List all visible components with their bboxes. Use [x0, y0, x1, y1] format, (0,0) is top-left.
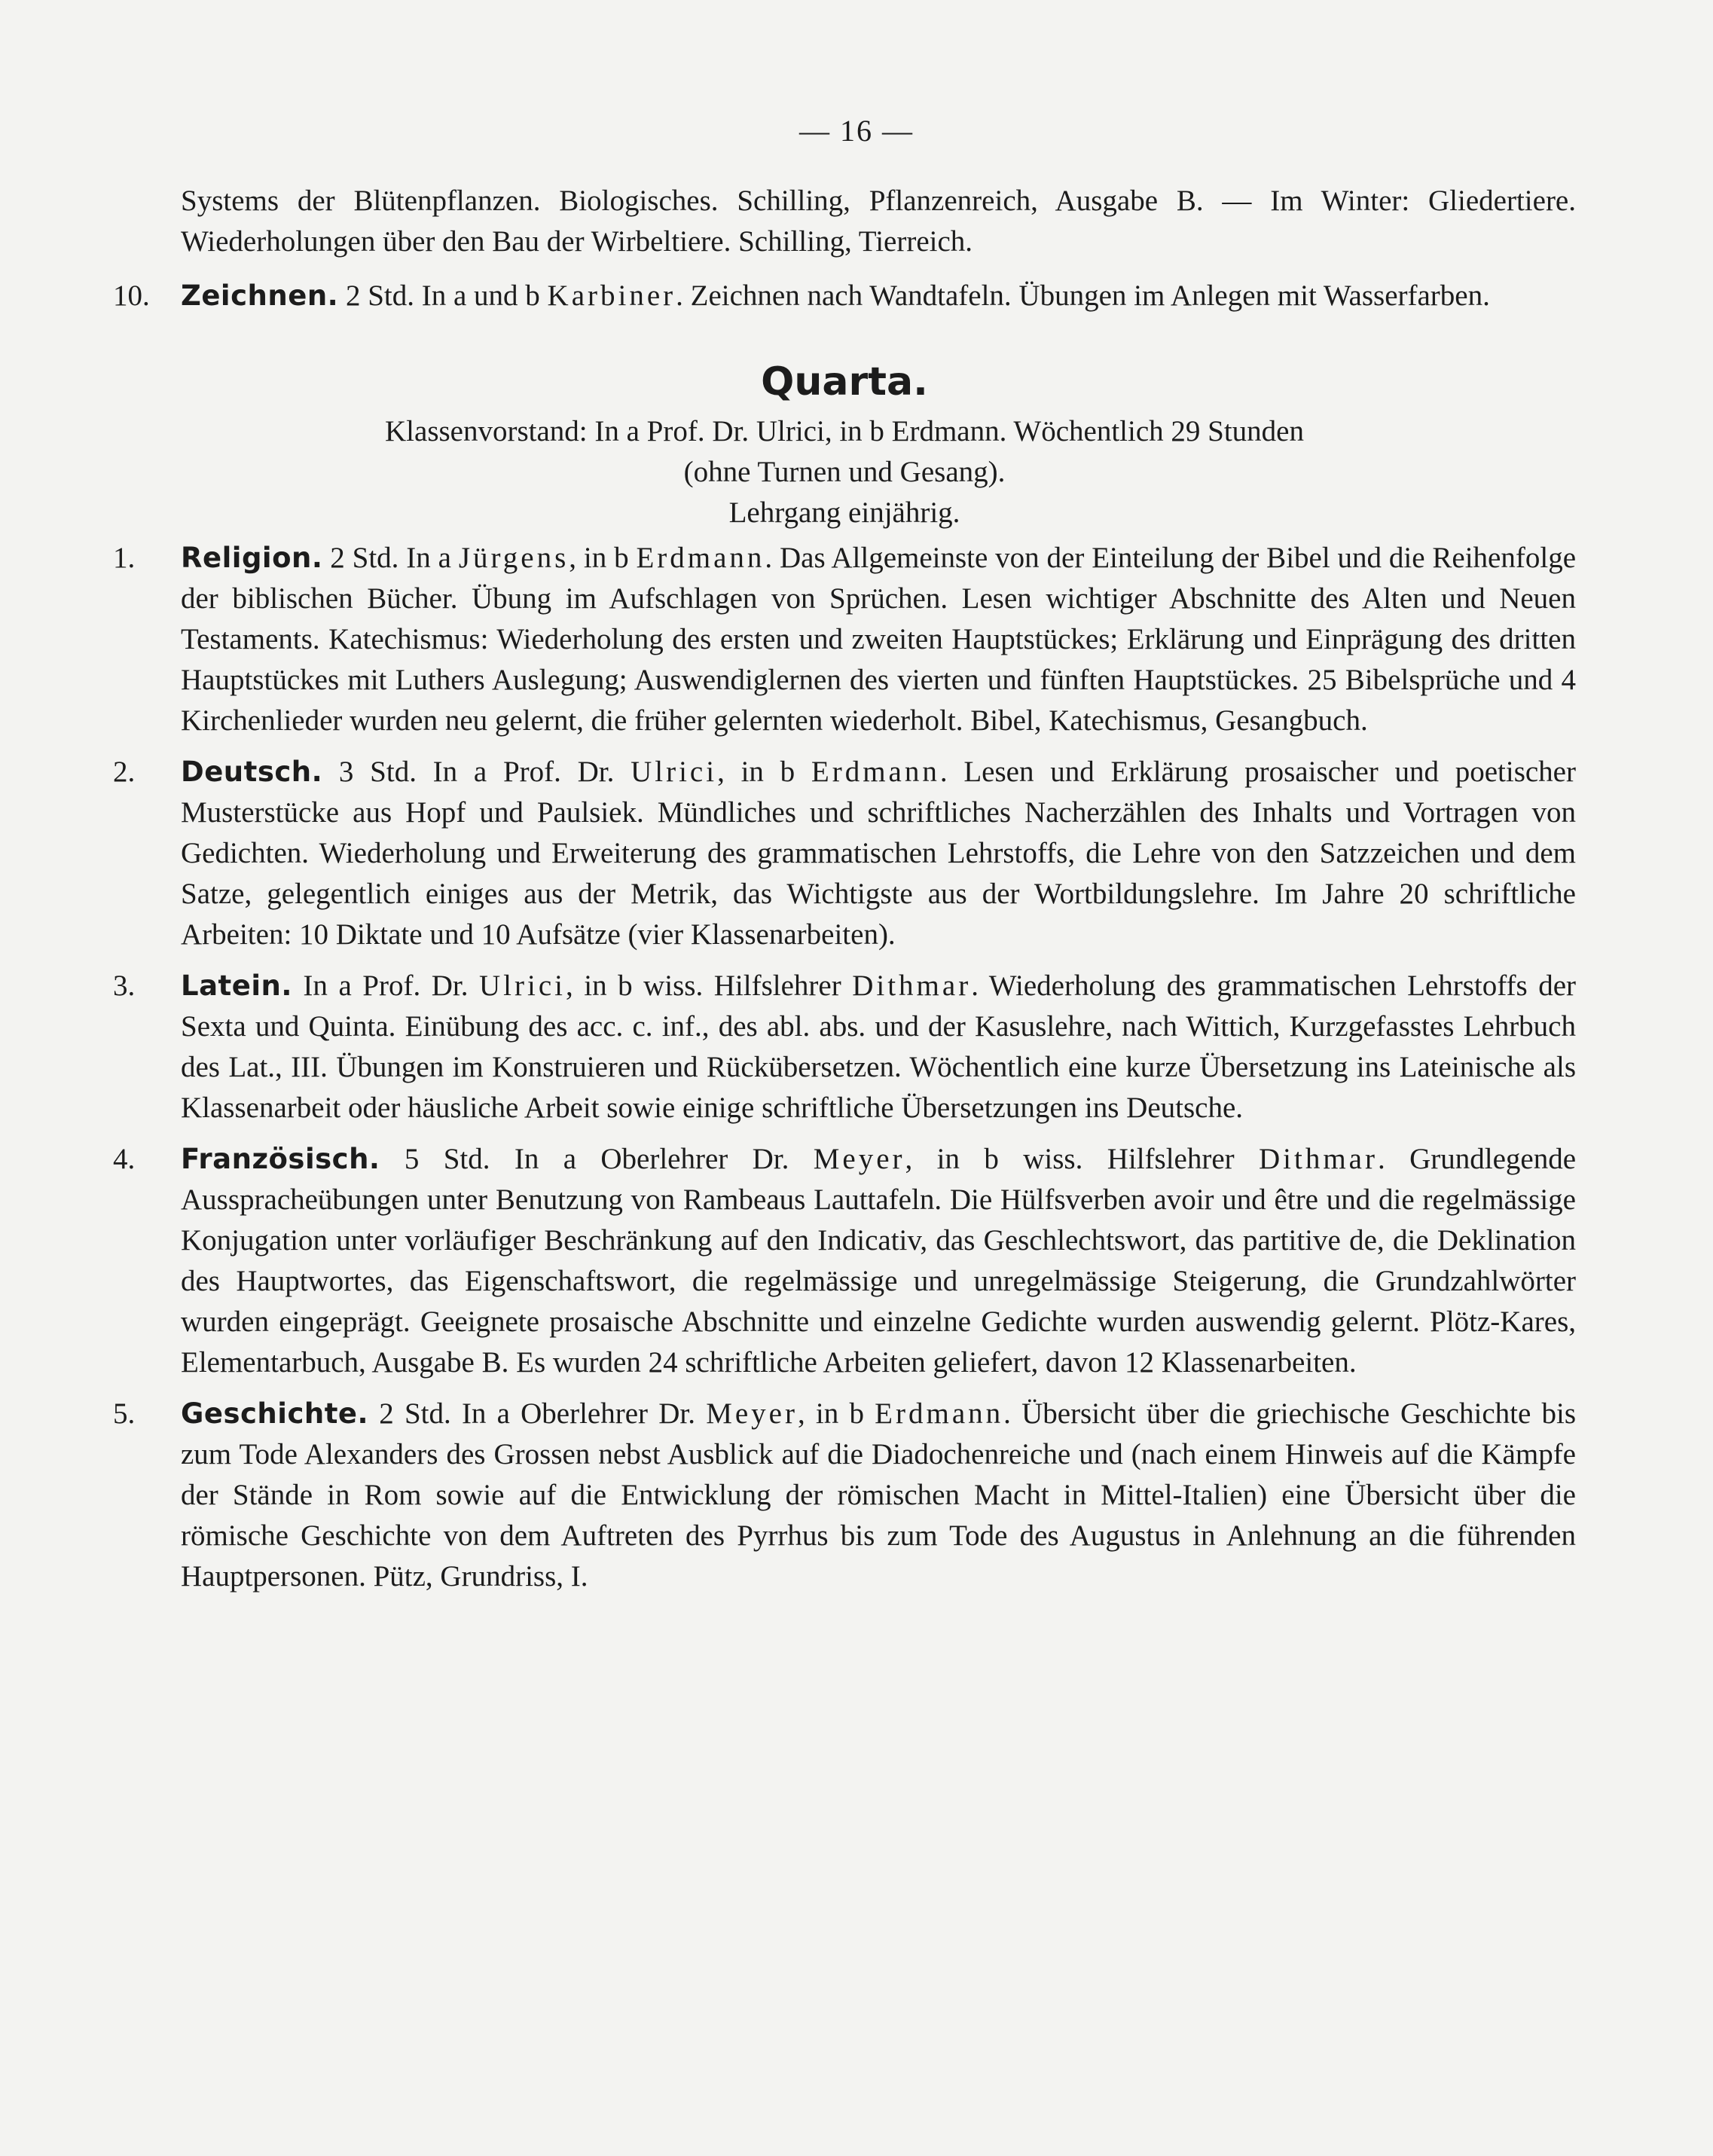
page-number: — 16 —: [799, 114, 914, 148]
item-text: . Lesen und Erklärung prosaischer und poetischer Musterstücke aus Hopf und Paulsiek. Mündliches und schriftliches Nacherzählen des Inhalts und Vortragen von Gedichten. Wiederholung und Erweiterung des grammatischen Lehrstoffs, die Lehre von den Satzzeichen und dem Satze, gelegentlich einiges aus der Metrik, das Wichtigste aus der Wortbildungslehre. Im Jahre 20 schriftliche Arbeiten: 10 Diktate und 10 Aufsätze (vier Klassenarbeiten).: [181, 756, 1576, 951]
subject-heading: Religion.: [181, 542, 323, 574]
item-text: 2 Std. In a Oberlehrer Dr.: [368, 1397, 707, 1430]
teacher-name: Dithmar: [852, 970, 972, 1002]
intro-paragraph: [113, 181, 1576, 262]
teacher-name: Erdmann: [875, 1397, 1004, 1430]
item-text: In a Prof. Dr.: [292, 970, 479, 1002]
subject-heading: Deutsch.: [181, 756, 323, 788]
item-text: 2 Std. In a: [322, 542, 459, 574]
subject-heading: Zeichnen.: [181, 279, 339, 312]
item-number: 1.: [113, 542, 136, 574]
item-text: , in b wiss. Hilfslehrer: [565, 970, 853, 1002]
item-franzoesisch: [113, 1139, 1576, 1383]
teacher-name: Jürgens: [458, 542, 569, 574]
item-text: 2 Std. In a und b: [338, 279, 548, 312]
class-info-line: (ohne Turnen und Gesang).: [683, 456, 1006, 488]
teacher-name: Dithmar: [1259, 1143, 1378, 1175]
item-text: . Wiederholung des grammatischen Lehrstoffs der Sexta und Quinta. Einübung des acc. c. inf., des abl. abs. und der Kasuslehre, nach Wittich, Kurzgefasstes Lehrbuch des Lat., III. Übungen im Konstruieren und Rückübersetzen. Wöchentlich eine kurze Übersetzung ins Lateinische als Klassenarbeit oder häusliche Arbeit sowie einige schriftliche Übersetzungen ins Deutsche.: [181, 970, 1576, 1124]
item-text: . Zeichnen nach Wandtafeln. Übungen im Anlegen mit Wasserfarben.: [676, 279, 1490, 312]
item-number: 3.: [113, 970, 136, 1002]
item-latein: [113, 966, 1576, 1128]
teacher-name: Meyer: [706, 1397, 798, 1430]
teacher-name: Erdmann: [811, 756, 940, 788]
item-text: , in b: [797, 1397, 875, 1430]
section-title: Quarta.: [761, 359, 928, 405]
item-text: . Das Allgemeinste von der Einteilung der Bibel und die Reihenfolge der biblischen Bücher. Übung im Aufschlagen von Sprüchen. Lesen wichtiger Abschnitte des Alten und Neuen Testaments. Katechismus: Wiederholung des ersten und zweiten Hauptstückes; Erklärung und Einprägung des dritten Hauptstückes mit Luthers Auslegung; Auswendiglernen des vierten und fünften Hauptstückes. 25 Bibelsprüche und 4 Kirchenlieder wurden neu gelernt, die früher gelernten wiederholt. Bibel, Katechismus, Gesangbuch.: [181, 542, 1577, 737]
item-number: 10.: [113, 279, 150, 312]
class-info-line: Klassenvorstand: In a Prof. Dr. Ulrici, in b Erdmann. Wöchentlich 29 Stunden: [385, 415, 1304, 447]
subject-heading: Französisch.: [181, 1143, 380, 1175]
document-body: [113, 181, 1576, 1597]
item-text: . Übersicht über die griechische Geschichte bis zum Tode Alexanders des Grossen nebst Ausblick auf die Diadochenreiche und (nach einem Hinweis auf die Kämpfe der Stände in Rom sowie auf die Entwicklung der römischen Macht in Mittel-Italien) eine Übersicht über die römische Geschichte von dem Auftreten des Pyrrhus bis zum Tode des Augustus in Anlehnung an die führenden Hauptpersonen. Pütz, Grundriss, I.: [181, 1397, 1576, 1593]
item-text: , in b: [569, 542, 637, 574]
item-number: 2.: [113, 756, 136, 788]
item-number: 4.: [113, 1143, 136, 1175]
teacher-name: Ulrici: [631, 756, 718, 788]
item-text: , in b wiss. Hilfslehrer: [905, 1143, 1259, 1175]
teacher-name: Meyer: [813, 1143, 905, 1175]
intro-text: Systems der Blütenpflanzen. Biologisches. Schilling, Pflanzenreich, Ausgabe B. — Im Winter: Gliedertiere. Wiederholungen über den Bau der Wirbeltiere. Schilling, Tierreich.: [181, 185, 1576, 258]
teacher-name: Erdmann: [636, 542, 765, 574]
teacher-name: Karbiner: [547, 279, 676, 312]
item-text: 3 Std. In a Prof. Dr.: [322, 756, 631, 788]
item-geschichte: [113, 1394, 1576, 1597]
item-number: 5.: [113, 1397, 136, 1430]
subject-heading: Geschichte.: [181, 1397, 369, 1430]
subject-heading: Latein.: [181, 970, 292, 1002]
item-10: [113, 276, 1576, 316]
item-deutsch: [113, 752, 1576, 955]
item-text: , in b: [717, 756, 811, 788]
teacher-name: Ulrici: [479, 970, 566, 1002]
item-religion: [113, 538, 1576, 741]
item-text: . Grundlegende Ausspracheübungen unter Benutzung von Rambeaus Lauttafeln. Die Hülfsverben avoir und être und die regelmässige Konjugation unter vorläufiger Beschränkung auf den Indicativ, das Geschlechtswort, das partitive de, die Deklination des Hauptwortes, das Eigenschaftswort, die regelmässige und unregelmässige Steigerung, die Grundzahlwörter wurden eingeprägt. Geeignete prosaische Abschnitte und einzelne Gedichte wurden auswendig gelernt. Plötz-Kares, Elementarbuch, Ausgabe B. Es wurden 24 schriftliche Arbeiten geliefert, davon 12 Klassenarbeiten.: [181, 1143, 1577, 1379]
item-text: 5 Std. In a Oberlehrer Dr.: [380, 1143, 814, 1175]
class-info-line: Lehrgang einjährig.: [728, 496, 960, 529]
